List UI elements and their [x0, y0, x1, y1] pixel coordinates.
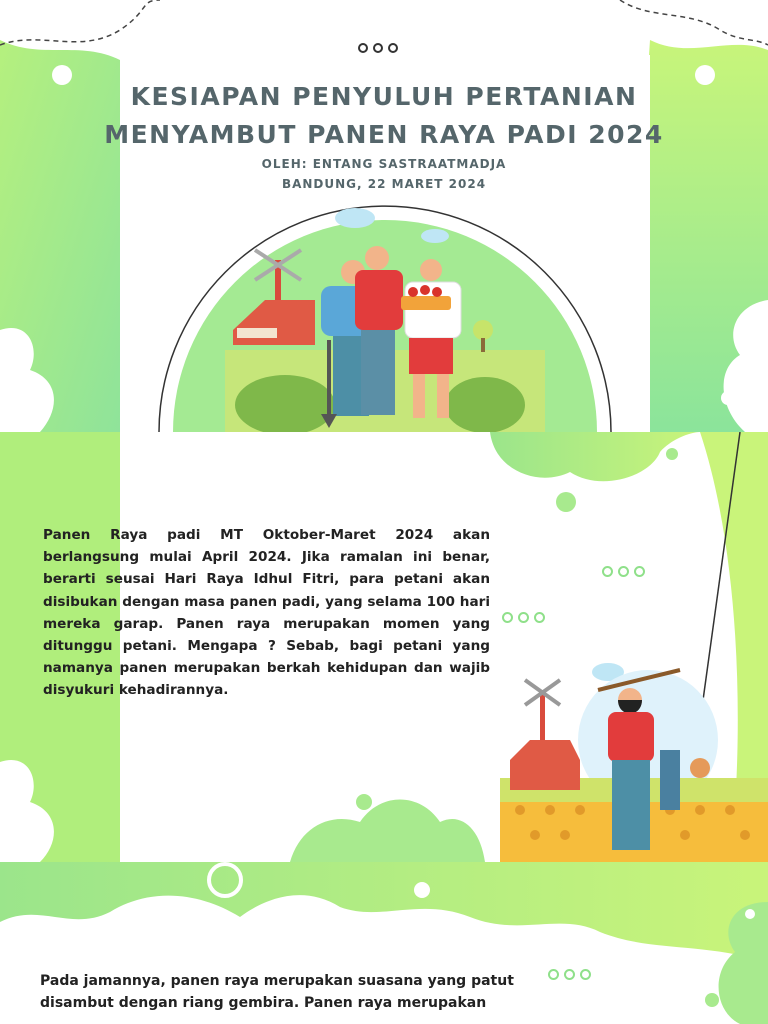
- intro-paragraph: Panen Raya padi MT Oktober-Maret 2024 akan berlangsung mulai April 2024. Jika ramalan ini benar, berarti seusai Hari Raya Idhul Fitri, para petani akan disibukan dengan masa panen padi, yang selama 100 hari mereka garap. Panen raya merupakan momen yang ditunggu petani. Mengapa ? Sebab, bagi petani yang namanya panen merupakan berkah kehidupan dan wajib disyukuri kehadirannya.: [43, 527, 490, 699]
- decorative-dots: [602, 566, 645, 577]
- slide-intro: [0, 432, 768, 862]
- date-line: BANDUNG, 22 MARET 2024: [281, 177, 487, 191]
- farmer-field-illustration-icon: [500, 660, 768, 862]
- title-line-2: MENYAMBUT PANEN RAYA PADI 2024: [104, 120, 664, 149]
- slide-title: [0, 0, 768, 432]
- body-line-2: disambut dengan riang gembira. Panen raya merupakan: [40, 995, 487, 1011]
- decorative-dots: [502, 612, 545, 623]
- author-line: OLEH: ENTANG SASTRAATMADJA: [261, 157, 507, 171]
- decorative-dots: [358, 43, 398, 53]
- slide-body: [0, 862, 768, 1024]
- title-line-1: KESIAPAN PENYULUH PERTANIAN: [130, 82, 638, 111]
- farmers-illustration-icon: [155, 200, 615, 432]
- body-line-1: Pada jamannya, panen raya merupakan suasana yang patut: [40, 973, 514, 989]
